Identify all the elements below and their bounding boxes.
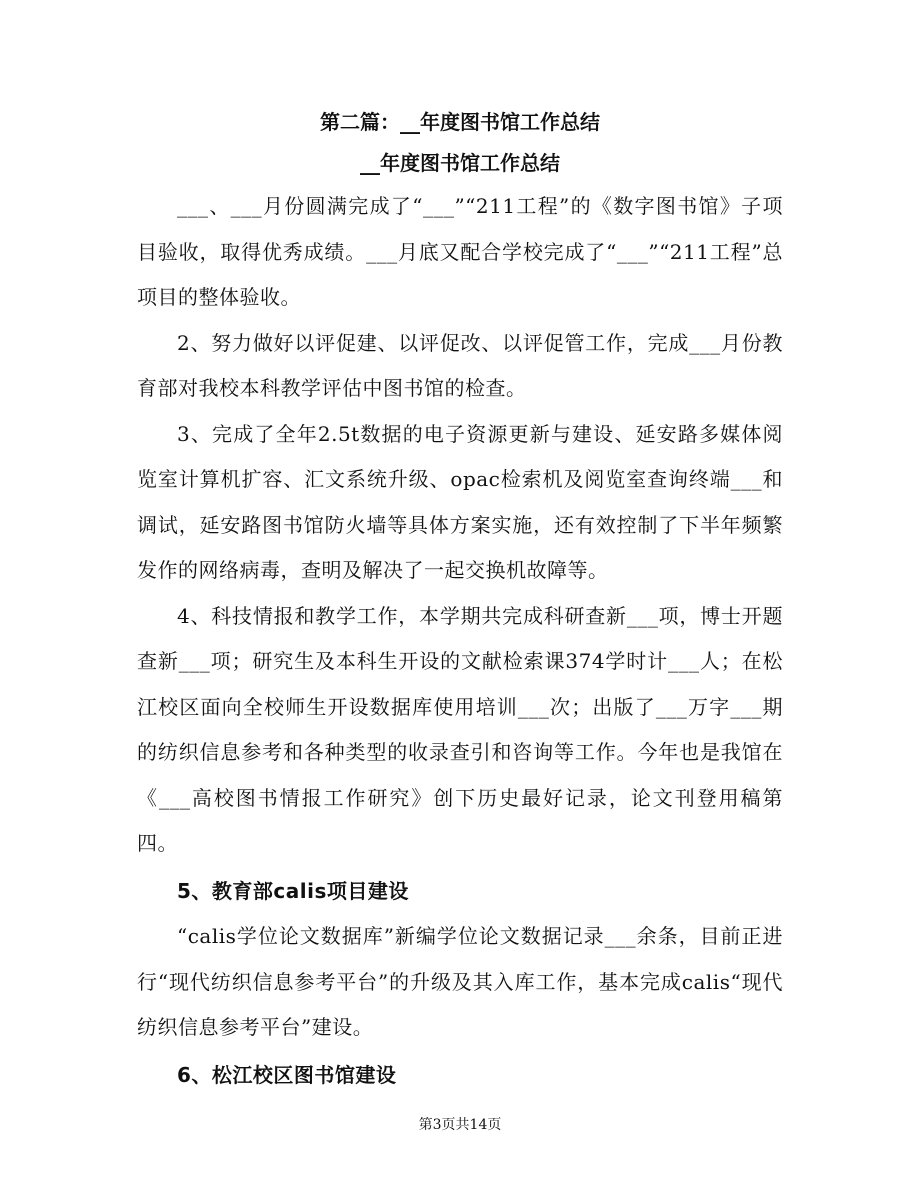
paragraph-5: “calis学位论文数据库”新编学位论文数据记录___余条，目前正进行“现代纺织信息参考平台”的升级及其入库工作，基本完成calis“现代纺织信息参考平台”建设。 bbox=[137, 924, 783, 1039]
paragraph-4: 4、科技情报和教学工作，本学期共完成科研查新___项，博士开题查新___项；研究生及本科生开设的文献检索课374学时计___人；在松江校区面向全校师生开设数据库使用培训___次；出版了___万字___期的纺织信息参考和各种类型的收录查引和咨询等工作。今年也是我馆在《___高校图书情报工作研究》创下历史最好记录，论文刊登用稿第四。 bbox=[137, 603, 783, 855]
section-heading-5: 5、教育部calis项目建设 bbox=[177, 878, 409, 903]
paragraph-1: ___、___月份圆满完成了“___”“211工程”的《数字图书馆》子项目验收，取得优秀成绩。___月底又配合学校完成了“___”“211工程”总项目的整体验收。 bbox=[137, 194, 783, 309]
document-title: 第二篇：__年度图书馆工作总结 bbox=[320, 110, 600, 134]
paragraph-2: 2、努力做好以评促建、以评促改、以评促管工作，完成___月份教育部对我校本科教学评估中图书馆的检查。 bbox=[137, 330, 783, 400]
document-body bbox=[137, 184, 783, 1098]
paragraph-3: 3、完成了全年2.5t数据的电子资源更新与建设、延安路多媒体阅览室计算机扩容、汇文系统升级、opac检索机及阅览室查询终端___和调试，延安路图书馆防火墙等具体方案实施，还有效控制了下半年频繁发作的网络病毒，查明及解决了一起交换机故障等。 bbox=[137, 421, 783, 582]
document-subtitle: __年度图书馆工作总结 bbox=[360, 151, 560, 175]
section-heading-6: 6、松江校区图书馆建设 bbox=[177, 1062, 397, 1087]
page-indicator: 第3页共14页 bbox=[418, 1117, 502, 1133]
